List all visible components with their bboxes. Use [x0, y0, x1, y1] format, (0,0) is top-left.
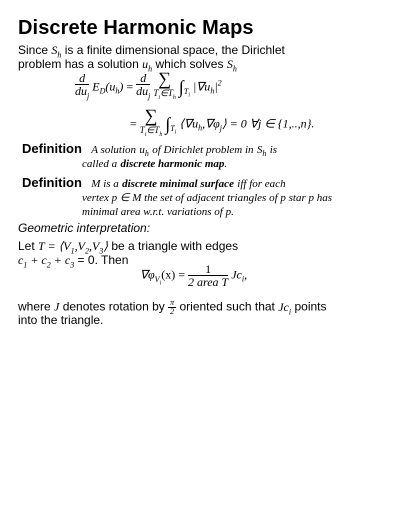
gradient-equation: [140, 263, 247, 288]
sum-index: T: [153, 88, 159, 99]
rotated-edge: Jc: [231, 267, 242, 282]
math-sub-i: i: [241, 274, 245, 284]
derivative-fraction: [75, 72, 89, 102]
definition-term: discrete harmonic map: [120, 158, 225, 170]
math-sub-j: j: [148, 91, 151, 101]
intro-text: Since: [18, 43, 49, 57]
page-title: Discrete Harmonic Maps: [18, 17, 254, 39]
definition-text: called a: [82, 158, 118, 170]
definition-text: is: [269, 144, 278, 156]
frac-num: d: [136, 72, 150, 85]
geo-line-4: into the triangle.: [18, 313, 104, 327]
definition-1-line-2: [82, 156, 227, 171]
triangle-close: ⟩: [103, 239, 108, 253]
sum-symbol: ∑: [144, 105, 158, 126]
energy-symbol: E: [92, 79, 100, 94]
intro-text: which solves: [155, 57, 224, 71]
geo-text: be a triangle with edges: [111, 239, 239, 253]
definition-text: iff for each: [237, 178, 286, 190]
math-sub-h: h: [148, 64, 153, 74]
inner-product-open: ⟨∇u: [179, 116, 199, 131]
math-sub-h: h: [144, 149, 149, 159]
sum-block: [140, 107, 163, 142]
math-arg: (u: [105, 79, 116, 94]
punct: ,: [244, 267, 248, 282]
sum-block: [153, 70, 176, 105]
frac-num: 1: [188, 263, 228, 276]
equation-line-1: [75, 70, 222, 105]
math-S: S: [51, 43, 58, 57]
integral-domain: T: [183, 86, 189, 96]
definition-2-line-2: [82, 190, 332, 205]
geo-text: oriented such that: [179, 299, 275, 314]
math-u: u: [139, 144, 145, 156]
math-sub-h: h: [57, 50, 62, 60]
math-sub-h: h: [232, 64, 237, 74]
definition-2-line-1: [22, 176, 286, 191]
math-S: S: [226, 57, 233, 71]
grad-norm: |∇u: [192, 79, 211, 94]
rotated-edge: Jc: [278, 299, 289, 314]
definition-text: M is a: [91, 178, 119, 190]
integral-symbol: ∫: [178, 77, 184, 98]
math-sub-h: h: [198, 123, 203, 133]
frac-den: du: [75, 84, 87, 99]
math-sub-h: h: [262, 149, 267, 159]
sum-index-rest: ∈T: [146, 125, 160, 136]
geo-line-2: $c_1 + c_2 + c_3 = 0$. Then: [18, 253, 129, 270]
intro-text: is a finite dimensional space, the Dirichlet: [64, 43, 285, 57]
sum-index-rest: ∈T: [160, 88, 173, 99]
math-sub-h: h: [159, 132, 163, 139]
grad-norm-close: |: [214, 79, 218, 94]
geo-text: = 0. Then: [77, 253, 129, 267]
derivative-fraction: [136, 72, 150, 102]
frac-den: 2 area T: [188, 275, 229, 289]
geo-text: Let: [18, 239, 35, 253]
math-sub-i: i: [158, 95, 161, 102]
math-sub-h: h: [172, 95, 176, 102]
pi-over-2: [168, 299, 176, 316]
math-sub-V: V: [154, 274, 160, 284]
frac-den: du: [136, 84, 149, 99]
geo-heading: Geometric interpretation:: [18, 221, 151, 235]
definition-label: Definition: [22, 141, 82, 156]
geo-text: where: [18, 299, 51, 314]
edge-plus: + c: [53, 253, 71, 267]
geo-text: points: [294, 299, 327, 314]
math-sub-j: j: [219, 123, 223, 133]
math-sub-i: i: [144, 132, 147, 139]
rotation-J: J: [54, 299, 60, 314]
grad-arg: (x) =: [161, 267, 185, 282]
sum-index: T: [139, 125, 145, 136]
math-sub-h: h: [210, 86, 215, 96]
edge-plus: + c: [30, 253, 47, 267]
definition-term: discrete minimal surface: [122, 178, 234, 190]
intro-text: problem has a solution: [18, 57, 139, 71]
sum-symbol: ∑: [158, 68, 172, 89]
edge-c: c: [18, 253, 24, 267]
area-fraction: [188, 263, 228, 288]
equation-line-2: [130, 107, 314, 142]
definition-label: Definition: [22, 175, 82, 190]
geo-text: denotes rotation by: [62, 299, 165, 314]
math-sub-D: D: [99, 86, 106, 96]
definition-text: of Dirichlet problem in: [152, 144, 254, 156]
triangle-vertex: ,V: [88, 239, 100, 253]
frac-den: 2: [170, 307, 175, 316]
math-sub-i: i: [159, 280, 162, 287]
definition-text: .: [224, 158, 228, 170]
equals-sign: =: [126, 79, 134, 94]
math-sub-j: j: [87, 91, 90, 101]
geo-line-1: Let $T = ⟨V_1,V_2,V_3⟩$ be a triangle with edges: [18, 239, 239, 256]
frac-num: π: [170, 298, 175, 307]
math-arg-close: ): [119, 79, 124, 94]
math-sub-h: h: [115, 86, 120, 96]
definition-text: A solution: [91, 144, 137, 156]
math-sub-i: i: [188, 92, 190, 99]
definition-2-line-3: [82, 204, 234, 219]
grad-phi: ∇φ: [140, 267, 155, 282]
equals-sign: =: [130, 116, 137, 131]
math-sub-i: i: [174, 129, 177, 136]
inner-product-phi: ,∇φ: [202, 116, 220, 131]
math-u: u: [142, 57, 149, 71]
frac-num: d: [75, 72, 89, 85]
definition-text: vertex p ∈ M the set of adjacent triangles of p star p has: [82, 192, 333, 204]
definition-text: minimal area w.r.t. variations of p.: [82, 206, 234, 218]
inner-product-close: ⟩: [222, 116, 227, 131]
math-sup-2: 2: [217, 78, 222, 88]
triangle-def: T = ⟨V: [38, 239, 71, 253]
integral-symbol: ∫: [165, 114, 171, 135]
integral-domain: T: [170, 123, 175, 133]
math-sub-i: i: [288, 307, 292, 317]
equation-tail: = 0 ∀j ∈ {1,..,n}.: [229, 116, 315, 131]
math-S: S: [256, 144, 263, 156]
triangle-vertex: ,V: [74, 239, 85, 253]
